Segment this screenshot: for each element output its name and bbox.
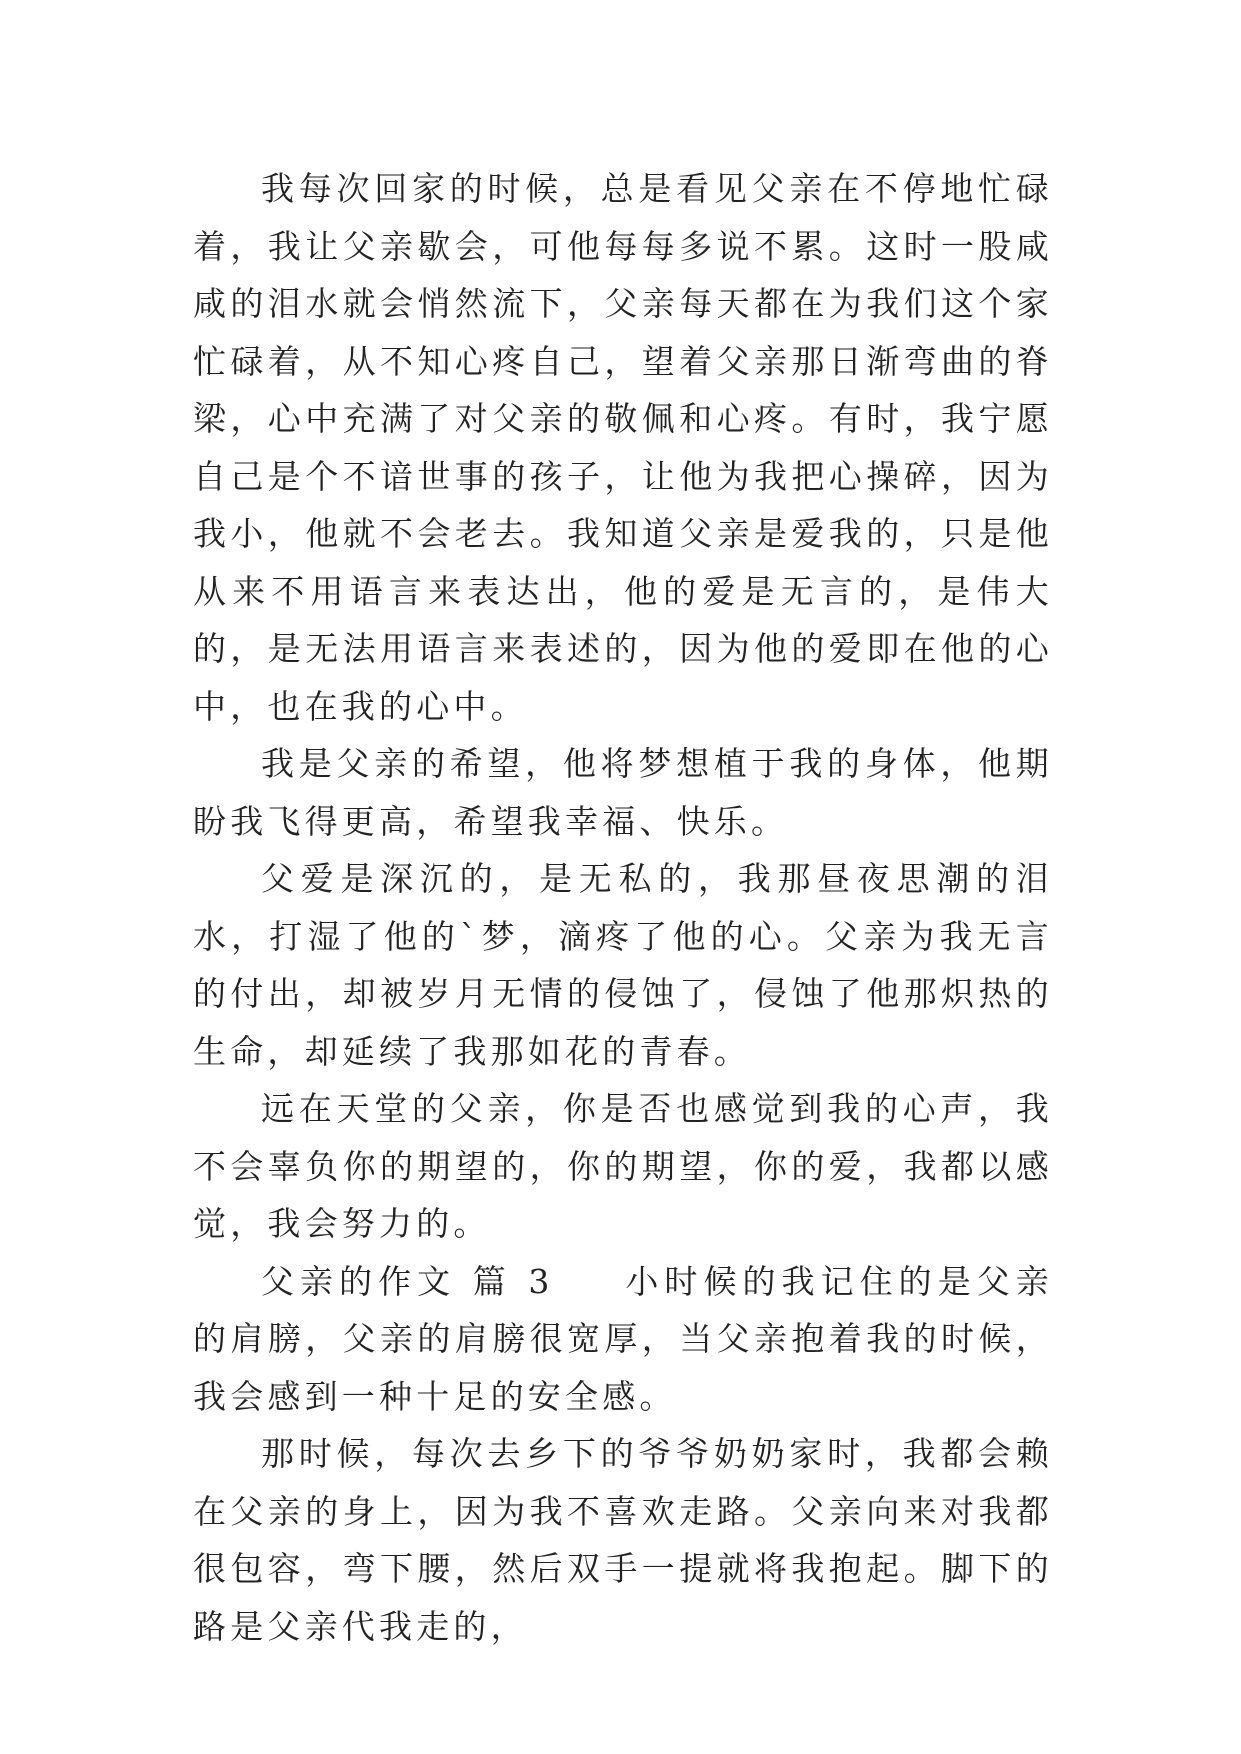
paragraph-6: 那时候，每次去乡下的爷爷奶奶家时，我都会赖在父亲的身上，因为我不喜欢走路。父亲向来对我都很包容，弯下腰，然后双手一提就将我抱起。脚下的路是父亲代我走的， xyxy=(193,1434,1053,1646)
section-first-text: 小时候的我记住的是父亲的肩膀，父亲的肩膀很宽厚，当父亲抱着我的时候，我会感到一种十足的安全感。 xyxy=(193,1261,1054,1416)
document-body xyxy=(193,160,1053,1655)
paragraph-1: 我每次回家的时候，总是看见父亲在不停地忙碌着，我让父亲歇会，可他每每多说不累。这时一股咸咸的泪水就会悄然流下，父亲每天都在为我们这个家忙碌着，从不知心疼自己，望着父亲那日渐弯曲的脊梁，心中充满了对父亲的敬佩和心疼。有时，我宁愿自己是个不谙世事的孩子，让他为我把心操碎，因为我小，他就不会老去。我知道父亲是爱我的，只是他从来不用语言来表达出，他的爱是无言的，是伟大的，是无法用语言来表述的，因为他的爱即在他的心中，也在我的心中。 xyxy=(193,169,1053,726)
paragraph-3: 父爱是深沉的，是无私的，我那昼夜思潮的泪水，打湿了他的`梦，滴疼了他的心。父亲为我无言的付出，却被岁月无情的侵蚀了，侵蚀了他那炽热的生命，却延续了我那如花的青春。 xyxy=(193,859,1053,1071)
section-paragraph xyxy=(193,1253,1053,1426)
paragraph-2: 我是父亲的希望，他将梦想植于我的身体，他期盼我飞得更高，希望我幸福、快乐。 xyxy=(193,744,1053,841)
paragraph-4: 远在天堂的父亲，你是否也感觉到我的心声，我不会辜负你的期望的，你的期望，你的爱，我都以感觉，我会努力的。 xyxy=(193,1089,1053,1243)
section-heading: 父亲的作文 篇 3 xyxy=(261,1261,554,1301)
